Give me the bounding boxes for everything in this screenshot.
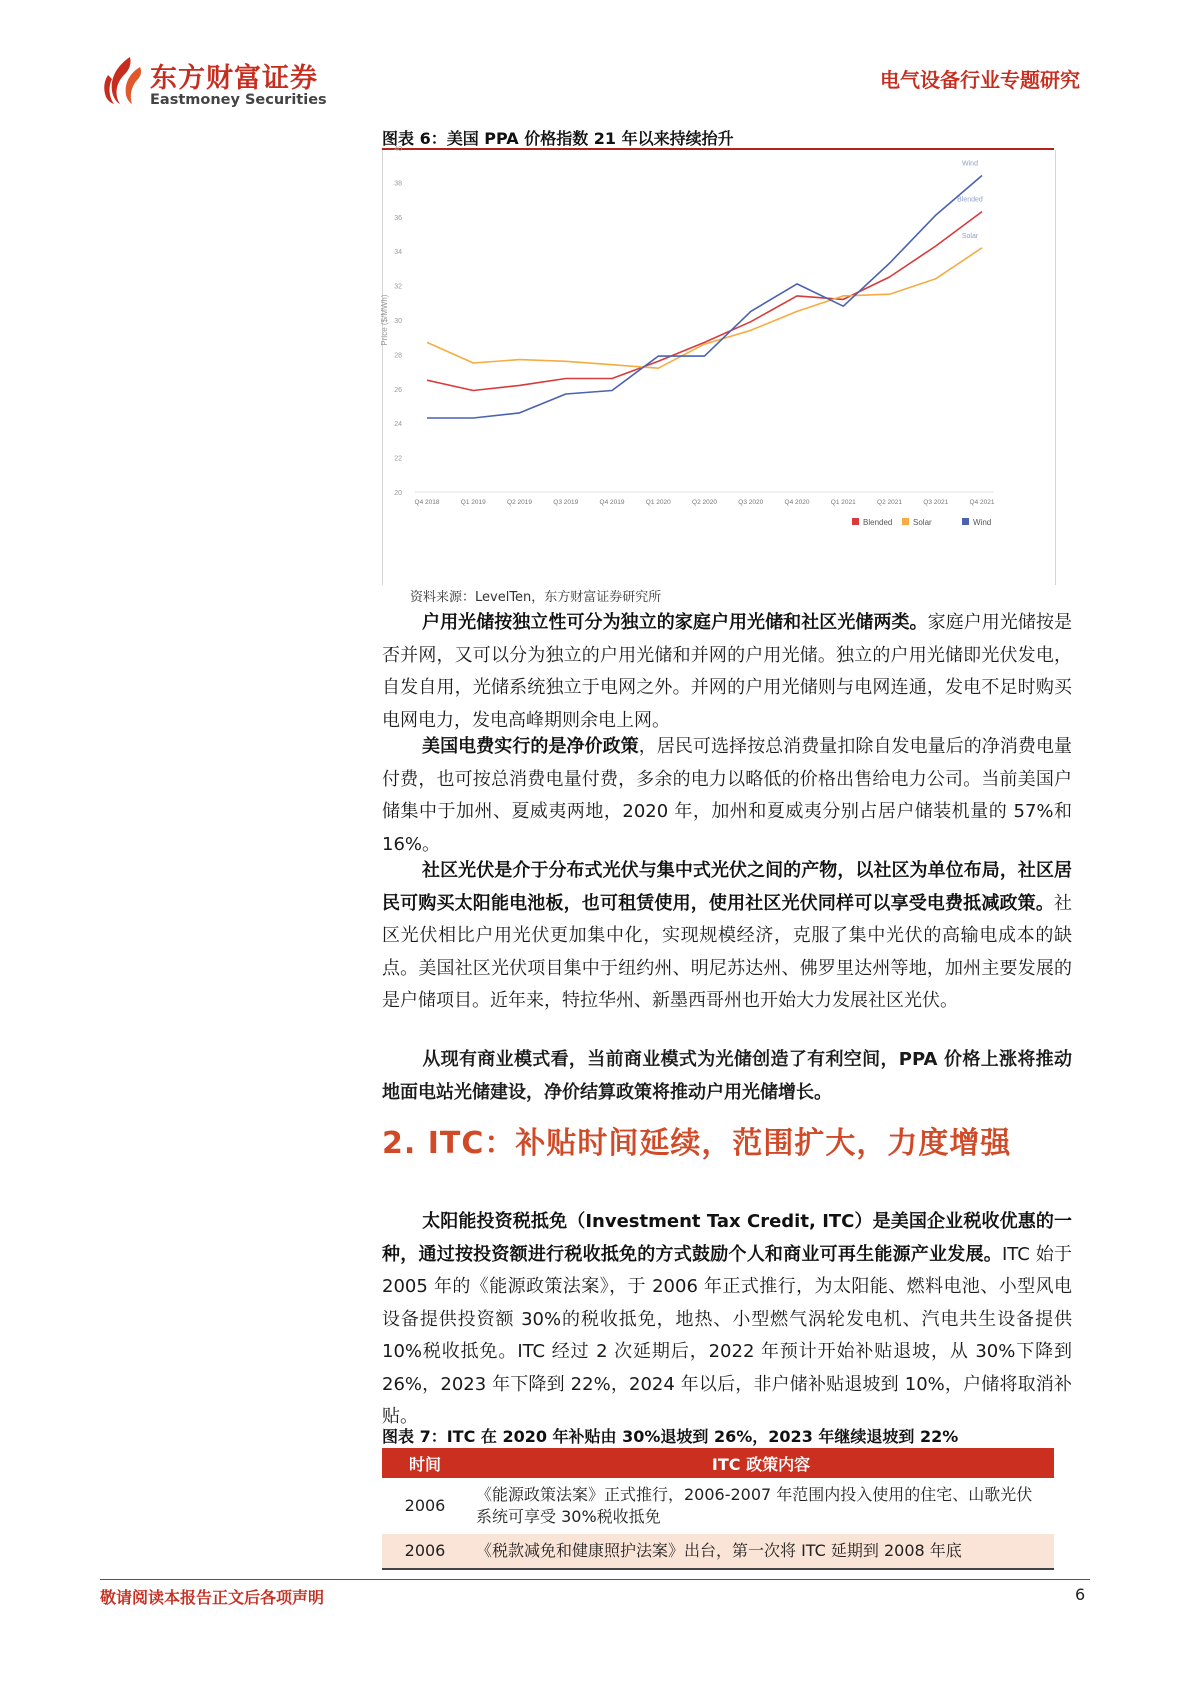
paragraph-body: 家庭户用光储按是否并网，又可以分为独立的户用光储和并网的户用光储。独立的户用光储即光伏发电，自发自用，光储系统独立于电网之外。并网的户用光储则与电网连通，发电不足时购买电网电力，发电高峰期则余电上网。	[382, 612, 1072, 731]
series-line-blended	[427, 212, 982, 391]
series-line-solar	[427, 248, 982, 368]
row-content: 《税款减免和健康照护法案》出台，第一次将 ITC 延期到 2008 年底	[468, 1534, 1054, 1569]
ppa-price-chart	[380, 146, 1054, 585]
paragraph-conclusion	[382, 1044, 1072, 1109]
x-tick-label: Q4 2021	[969, 499, 995, 506]
x-tick-label: Q2 2021	[877, 499, 902, 506]
table-header-row	[382, 1448, 1054, 1478]
logo-chinese-name: 东方财富证券	[150, 63, 318, 94]
logo-english-name: Eastmoney Securities	[150, 92, 327, 108]
x-tick-label: Q4 2019	[599, 499, 625, 506]
section-heading: 2. ITC：补贴时间延续，范围扩大，力度增强	[382, 1126, 1012, 1161]
x-tick-label: Q3 2019	[553, 499, 579, 506]
y-tick-label: 34	[394, 249, 402, 257]
paragraph-household-storage	[382, 607, 1072, 737]
x-tick-label: Q2 2019	[507, 499, 532, 506]
y-tick-label: 26	[394, 386, 402, 394]
y-tick-label: 28	[394, 352, 402, 360]
paragraph-lead: 社区光伏是介于分布式光伏与集中式光伏之间的产物，以社区为单位布局，社区居民可购买太阳能电池板，也可租赁使用，使用社区光伏同样可以享受电费抵减政策。	[382, 860, 1072, 914]
paragraph-body: 从现有商业模式看，当前商业模式为光储创造了有利空间，PPA 价格上涨将推动地面电站光储建设，净价结算政策将推动户用光储增长。	[382, 1049, 1072, 1103]
line-annotation-solar: Solar	[961, 232, 979, 240]
paragraph-body: ITC 始于 2005 年的《能源政策法案》，于 2006 年正式推行，为太阳能、燃料电池、小型风电设备提供投资额 30%的税收抵免，地热、小型燃气涡轮发电机、汽电共生设备提供 10%税收抵免。ITC 经过 2 次延期后，2022 年预计开始补贴退坡，从 30%下降到 26%，2023 年下降到 22%，2024 年以后，非户储补贴退坡到 10%，户储将取消补贴。	[382, 1243, 1072, 1427]
figure6-title: 图表 6：美国 PPA 价格指数 21 年以来持续抬升	[382, 129, 734, 148]
column-header-content: ITC 政策内容	[468, 1448, 1054, 1478]
x-tick-label: Q4 2018	[414, 499, 440, 506]
paragraph-lead: 户用光储按独立性可分为独立的家庭户用光储和社区光储两类。	[422, 612, 928, 633]
figure6-source: 资料来源：LevelTen，东方财富证券研究所	[410, 590, 662, 605]
y-tick-label: 32	[394, 283, 402, 291]
page-number: 6	[1075, 1585, 1086, 1604]
x-tick-label: Q1 2019	[460, 499, 486, 506]
x-tick-label: Q3 2021	[923, 499, 949, 506]
table-row	[382, 1534, 1054, 1569]
row-year: 2006	[404, 1496, 446, 1515]
line-annotation-blended: Blended	[957, 196, 983, 204]
report-type-title: 电气设备行业专题研究	[880, 68, 1080, 92]
paragraph-lead: 美国电费实行的是净价政策	[422, 736, 639, 757]
table-row	[382, 1478, 1054, 1534]
x-tick-label: Q3 2020	[738, 499, 764, 506]
figure7-title: 图表 7：ITC 在 2020 年补贴由 30%退坡到 26%，2023 年继续退坡到 22%	[382, 1427, 959, 1446]
legend-label-wind: Wind	[973, 518, 992, 527]
logo-mark	[100, 55, 146, 105]
x-tick-label: Q1 2021	[830, 499, 856, 506]
x-tick-label: Q4 2020	[784, 499, 810, 506]
paragraph-net-pricing	[382, 731, 1072, 861]
legend-swatch-wind	[962, 518, 969, 525]
y-tick-label: 36	[394, 214, 402, 222]
legend-label-solar: Solar	[913, 518, 932, 527]
x-tick-label: Q2 2020	[692, 499, 717, 506]
legend-swatch-solar	[902, 518, 909, 525]
paragraph-community-solar	[382, 855, 1072, 1018]
x-tick-label: Q1 2020	[645, 499, 671, 506]
legend-swatch-blended	[852, 518, 859, 525]
y-tick-label: 20	[394, 490, 402, 497]
legend-label-blended: Blended	[863, 518, 893, 527]
y-axis-label: Price ($/MWh)	[380, 294, 389, 346]
row-content: 《能源政策法案》正式推行，2006-2007 年范围内投入使用的住宅、山歌光伏系统可享受 30%税收抵免	[476, 1485, 1033, 1526]
y-tick-label: 24	[394, 421, 402, 429]
paragraph-body: ，居民可选择按总消费量扣除自发电量后的净消费电量付费，也可按总消费电量付费，多余的电力以略低的价格出售给电力公司。当前美国户储集中于加州、夏威夷两地，2020 年，加州和夏威夷分别占居户储装机量的 57%和 16%。	[382, 736, 1073, 855]
column-header-time: 时间	[382, 1448, 468, 1478]
y-tick-label: 30	[394, 318, 402, 325]
y-tick-label: 38	[394, 180, 402, 188]
footer-rule	[100, 1579, 1090, 1580]
paragraph-itc-intro	[382, 1206, 1072, 1434]
y-tick-label: 22	[394, 455, 402, 463]
paragraph-lead: 太阳能投资税抵免（Investment Tax Credit, ITC）是美国企业税收优惠的一种，通过按投资额进行税收抵免的方式鼓励个人和商业可再生能源产业发展。	[382, 1211, 1072, 1265]
paragraph-body: 社区光伏相比户用光伏更加集中化，实现规模经济，克服了集中光伏的高输电成本的缺点。美国社区光伏项目集中于纽约州、明尼苏达州、佛罗里达州等地，加州主要发展的是户储项目。近年来，特拉华州、新墨西哥州也开始大力发展社区光伏。	[382, 892, 1072, 1011]
series-line-wind	[427, 176, 982, 419]
itc-policy-table	[382, 1448, 1054, 1570]
line-annotation-wind: Wind	[962, 160, 978, 168]
y-tick-label: 40	[394, 146, 402, 153]
row-year: 2006	[382, 1534, 468, 1569]
footer-disclaimer: 敬请阅读本报告正文后各项声明	[100, 1588, 325, 1607]
